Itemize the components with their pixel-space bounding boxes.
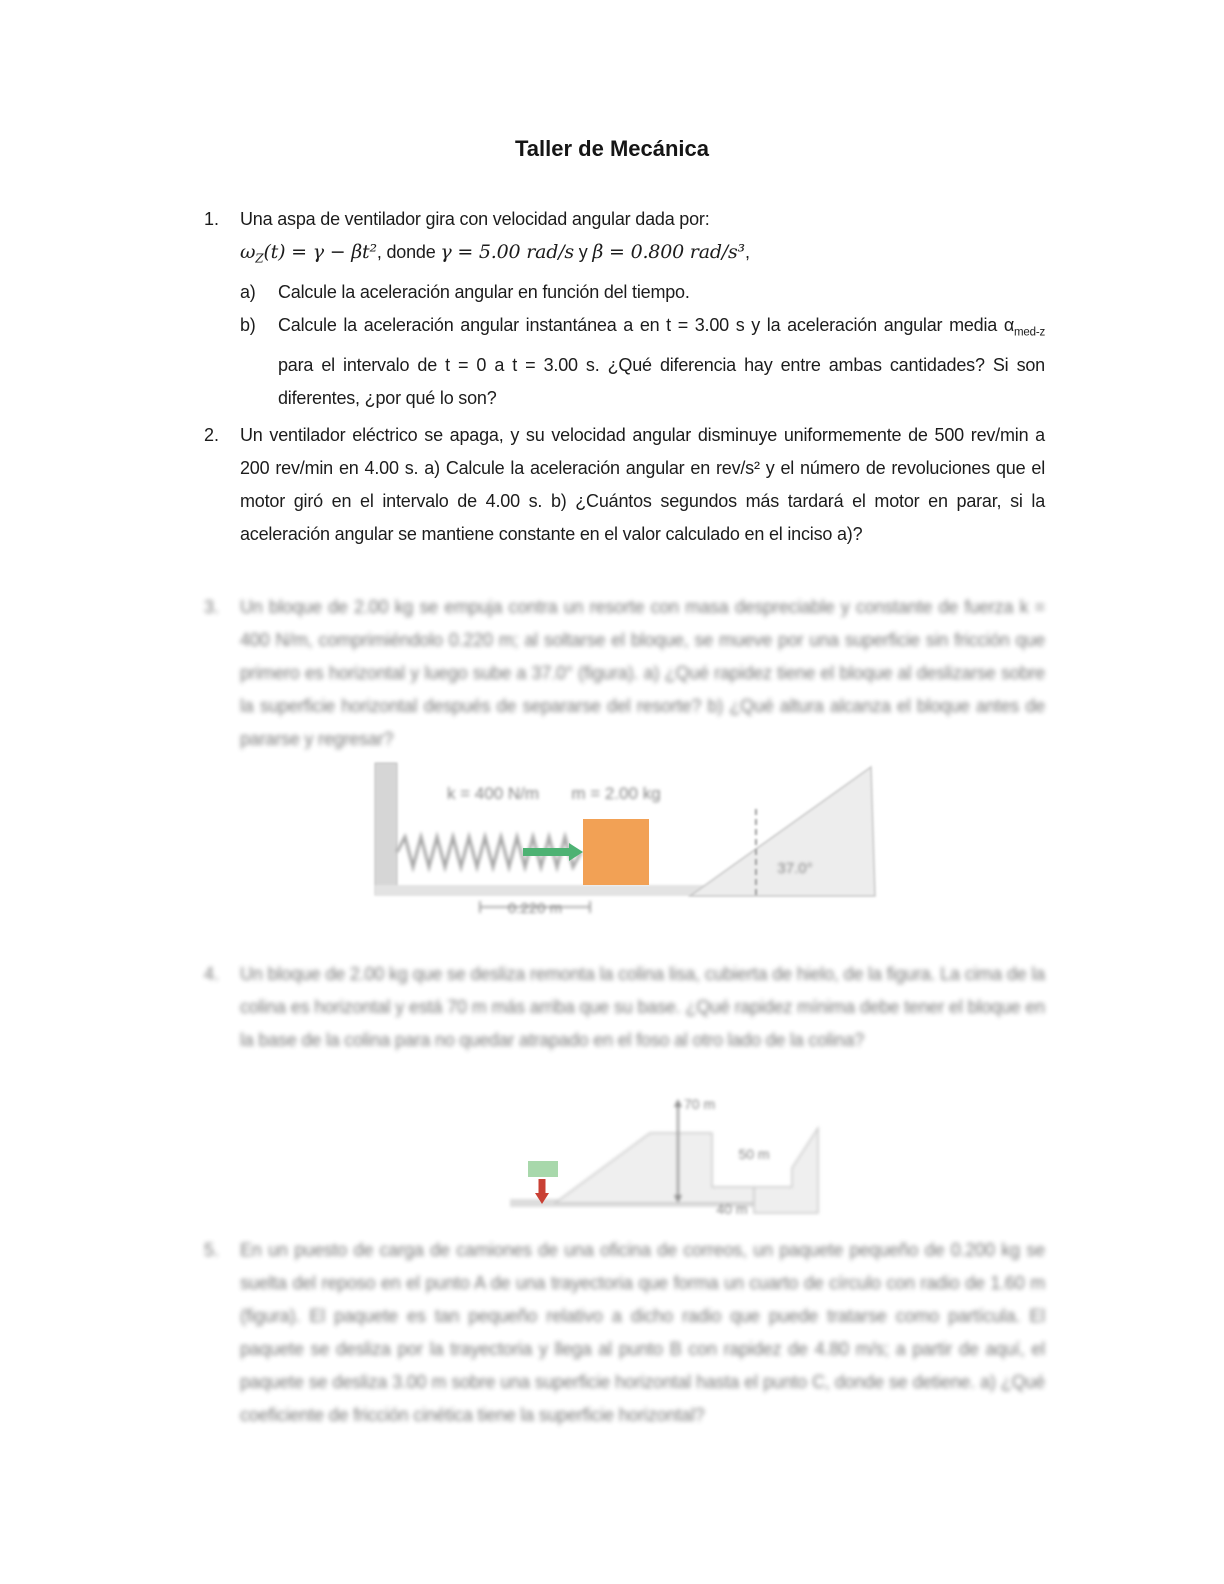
problem-4-text: Un bloque de 2.00 kg que se desliza remonta la colina lisa, cubierta de hielo, de la figura. La cima de la colina es horizontal y está 70 m más arriba que su base. ¿Qué rapidez mínima debe tener el bloque en la base de la colina para no quedar atrapado en el foso al otro lado de la colina? xyxy=(240,964,1045,1050)
compression-label: 0.220 m xyxy=(507,900,563,917)
problem-1-formula xyxy=(240,236,1045,276)
hill xyxy=(555,1133,754,1203)
problem-4 xyxy=(204,958,1045,1057)
problem-1b-label: b) xyxy=(240,314,256,335)
alpha-symbol: α xyxy=(1003,314,1015,335)
formula-beta-value: β = 0.800 rad/s³ xyxy=(592,241,745,263)
problem-2-number: 2. xyxy=(204,425,220,445)
page-title: Taller de Mecánica xyxy=(514,136,709,161)
problem-1b xyxy=(240,309,1045,416)
formula-y: y xyxy=(573,242,593,262)
spring-constant-label: k = 400 N/m xyxy=(446,784,540,803)
pit-distance-label: 40 m xyxy=(716,1201,748,1217)
problem-4-number: 4. xyxy=(204,964,220,984)
problem-2-text: Un ventilador eléctrico se apaga, y su velocidad angular disminuye uniformemente de 500 rev/min a 200 rev/min en 4.00 s. a) Calcule la aceleración angular en rev/s² y el número de revoluciones que el motor giró en el intervalo de 4.00 s. b) ¿Cuántos segundos más tardará el motor en parar, si la aceleración angular se mantiene constante en el valor calculado en el inciso a)? xyxy=(240,425,1045,544)
alpha-subscript: med-z xyxy=(1014,326,1045,339)
formula-omega: ω xyxy=(240,241,256,263)
sliding-block xyxy=(528,1161,558,1177)
problem-1-intro: Una aspa de ventilador gira con velocidad angular dada por: xyxy=(240,209,710,229)
problem-1b-text xyxy=(278,315,1045,409)
formula-expression: (t) = γ − βt² xyxy=(263,241,377,263)
problem-5-text: En un puesto de carga de camiones de una oficina de correos, un paquete pequeño de 0.200 kg se suelta del reposo en el punto A de una trayectoria que forma un cuarto de círculo con radio de 1.60 m (figura). El paquete es tan pequeño relativo a dicho radio que puede tratarse como partícula. El paquete se desliza por la trayectoria y llega al punto B con rapidez de 4.80 m/s; a partir de aquí, el paquete se desliza 3.00 m sobre una superficie horizontal hasta el punto C, donde se detiene. a) ¿Qué coeficiente de fricción cinética tiene la superficie horizontal? xyxy=(240,1240,1045,1425)
problem-3-number: 3. xyxy=(204,597,220,617)
problem-1a-text: Calcule la aceleración angular en función del tiempo. xyxy=(278,281,690,302)
pit-far-wall xyxy=(754,1128,818,1213)
formula-omega-subscript: Z xyxy=(255,251,264,266)
problem-1a xyxy=(240,276,1045,309)
hill-height-label: 70 m xyxy=(684,1096,716,1112)
figure-icy-hill xyxy=(500,1083,820,1223)
problem-5-number: 5. xyxy=(204,1240,220,1260)
mass-label: m = 2.00 kg xyxy=(571,784,661,803)
block xyxy=(583,819,649,885)
figure-spring-block-incline xyxy=(375,757,875,927)
problem-5 xyxy=(204,1234,1045,1432)
problem-1b-text-pre: Calcule la aceleración angular instantánea a en t = 3.00 s y la aceleración angular media xyxy=(278,314,1004,335)
problem-3-text: Un bloque de 2.00 kg se empuja contra un resorte con masa despreciable y constante de fuerza k = 400 N/m, comprimiéndolo 0.220 m; al soltarse el bloque, se mueve por una superficie sin fricción que primero es horizontal y luego sube a 37.0° (figura). a) ¿Qué rapidez tiene el bloque al deslizarse sobre la superficie horizontal después de separarse del resorte? b) ¿Qué altura alcanza el bloque antes de pararse y regresar? xyxy=(240,597,1045,749)
problem-3 xyxy=(204,591,1045,756)
formula-donde: , donde xyxy=(376,242,441,262)
wall xyxy=(375,763,397,895)
problem-2 xyxy=(204,419,1045,551)
cliff-height-label: 50 m xyxy=(738,1146,770,1162)
problem-1 xyxy=(204,203,1045,415)
dimension-arrow-up xyxy=(674,1099,682,1107)
problem-1b-text-post: para el intervalo de t = 0 a t = 3.00 s. ¿Qué diferencia hay entre ambas cantidades? Si son diferentes, ¿por qué lo son? xyxy=(278,355,1045,409)
formula-comma: , xyxy=(744,242,750,262)
problem-1a-label: a) xyxy=(240,281,256,302)
formula-gamma-value: γ = 5.00 rad/s xyxy=(440,241,574,263)
problem-1-number: 1. xyxy=(204,209,220,229)
incline-angle-label: 37.0° xyxy=(777,860,813,877)
